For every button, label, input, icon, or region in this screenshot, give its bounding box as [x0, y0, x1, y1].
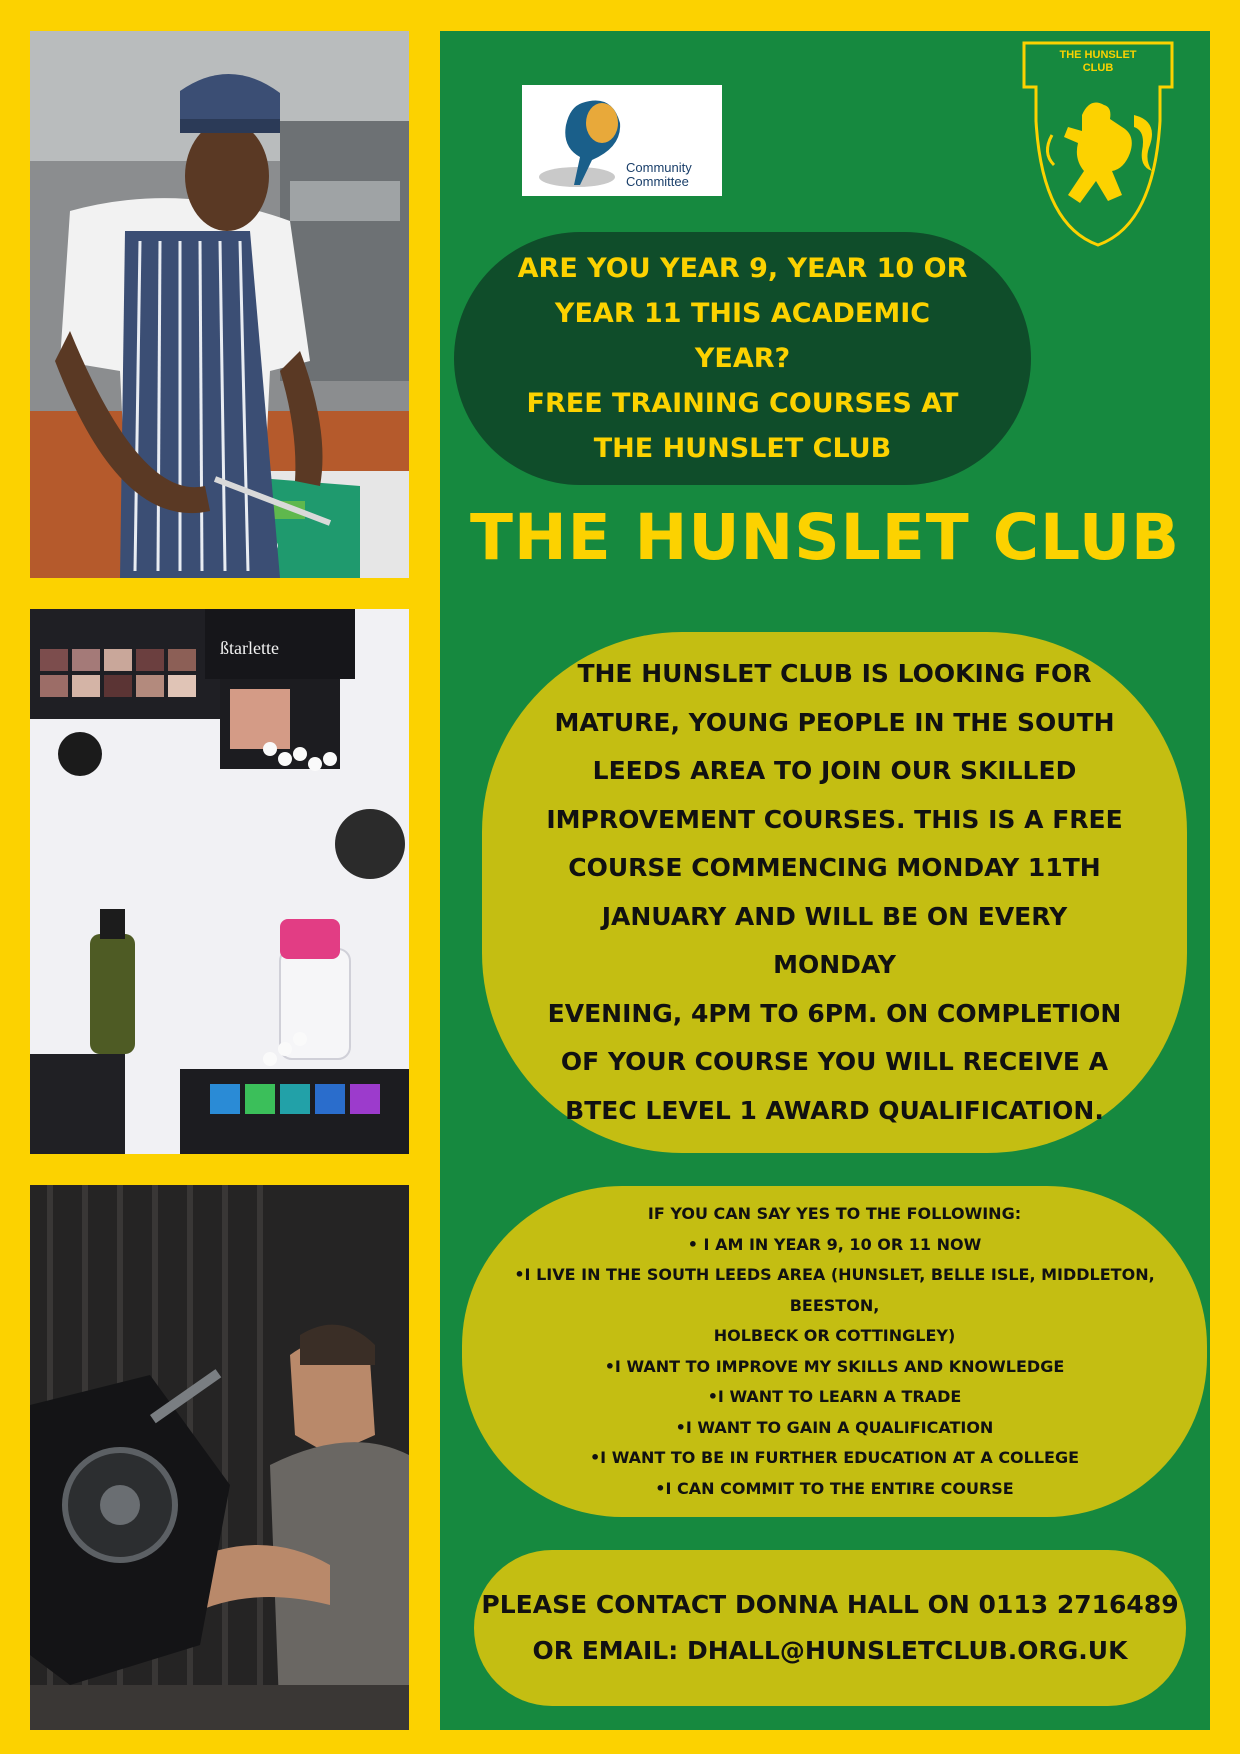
- crest-label: [1012, 49, 1184, 75]
- hunslet-club-crest: [1012, 35, 1184, 251]
- description-line: BTEC LEVEL 1 AWARD QUALIFICATION.: [565, 1095, 1104, 1125]
- description-pill: [482, 632, 1187, 1153]
- criteria-item: HOLBECK OR COTTINGLEY): [713, 1326, 956, 1345]
- club-title: THE HUNSLET CLUB: [469, 501, 1181, 574]
- criteria-item: •I WANT TO GAIN A QUALIFICATION: [675, 1417, 994, 1437]
- intro-line: ARE YOU YEAR 9, YEAR 10 OR: [517, 253, 968, 284]
- description-line: COURSE COMMENCING MONDAY 11TH: [568, 853, 1101, 882]
- description-line: MATURE, YOUNG PEOPLE IN THE SOUTH: [554, 707, 1115, 737]
- description-line: THE HUNSLET CLUB IS LOOKING FOR: [577, 659, 1092, 688]
- community-committee-line1: Community: [626, 160, 692, 175]
- criteria-text: [485, 1199, 1185, 1504]
- criteria-pill: [462, 1186, 1207, 1517]
- makeup-photo: [30, 609, 409, 1154]
- svg-text:ßtarlette: ßtarlette: [220, 638, 279, 658]
- contact-phone-line: PLEASE CONTACT DONNA HALL ON 0113 2716489: [481, 1590, 1179, 1619]
- criteria-item: •I WANT TO IMPROVE MY SKILLS AND KNOWLEDGE: [604, 1356, 1065, 1376]
- description-line: JANUARY AND WILL BE ON EVERY MONDAY: [601, 901, 1068, 979]
- intro-line: FREE TRAINING COURSES AT: [526, 388, 959, 419]
- intro-line: THE HUNSLET CLUB: [593, 433, 892, 464]
- intro-pill: [454, 232, 1031, 485]
- criteria-item: •I CAN COMMIT TO THE ENTIRE COURSE: [655, 1478, 1014, 1498]
- criteria-item: •I LIVE IN THE SOUTH LEEDS AREA (HUNSLET, BELLE ISLE, MIDDLETON, BEESTON,: [514, 1265, 1155, 1315]
- intro-line: YEAR 11 THIS ACADEMIC YEAR?: [554, 298, 931, 374]
- contact-email-line[interactable]: OR EMAIL: DHALL@HUNSLETCLUB.ORG.UK: [532, 1636, 1128, 1665]
- crest-line1: THE HUNSLET: [1059, 49, 1137, 61]
- contact-pill: [474, 1550, 1186, 1706]
- criteria-item: •I WANT TO BE IN FURTHER EDUCATION AT A COLLEGE: [589, 1448, 1080, 1467]
- community-committee-line2: Committee: [626, 174, 689, 189]
- criteria-item: • I AM IN YEAR 9, 10 OR 11 NOW: [687, 1234, 982, 1254]
- chef-photo: [30, 31, 409, 578]
- criteria-item: •I WANT TO LEARN A TRADE: [707, 1387, 962, 1406]
- crest-line2: CLUB: [1082, 62, 1114, 74]
- community-committee-icon: [522, 85, 722, 196]
- contact-text: [481, 1582, 1178, 1674]
- criteria-heading: IF YOU CAN SAY YES TO THE FOLLOWING:: [647, 1204, 1022, 1223]
- intro-text: [508, 246, 978, 471]
- description-line: IMPROVEMENT COURSES. THIS IS A FREE: [546, 804, 1123, 834]
- description-line: LEEDS AREA TO JOIN OUR SKILLED: [592, 756, 1077, 785]
- description-text: [540, 650, 1130, 1135]
- community-committee-logo: [522, 85, 722, 196]
- description-line: EVENING, 4PM TO 6PM. ON COMPLETION: [547, 998, 1122, 1028]
- description-line: OF YOUR COURSE YOU WILL RECEIVE A: [560, 1047, 1109, 1076]
- content-panel: [440, 31, 1210, 1730]
- mechanic-photo: [30, 1185, 409, 1730]
